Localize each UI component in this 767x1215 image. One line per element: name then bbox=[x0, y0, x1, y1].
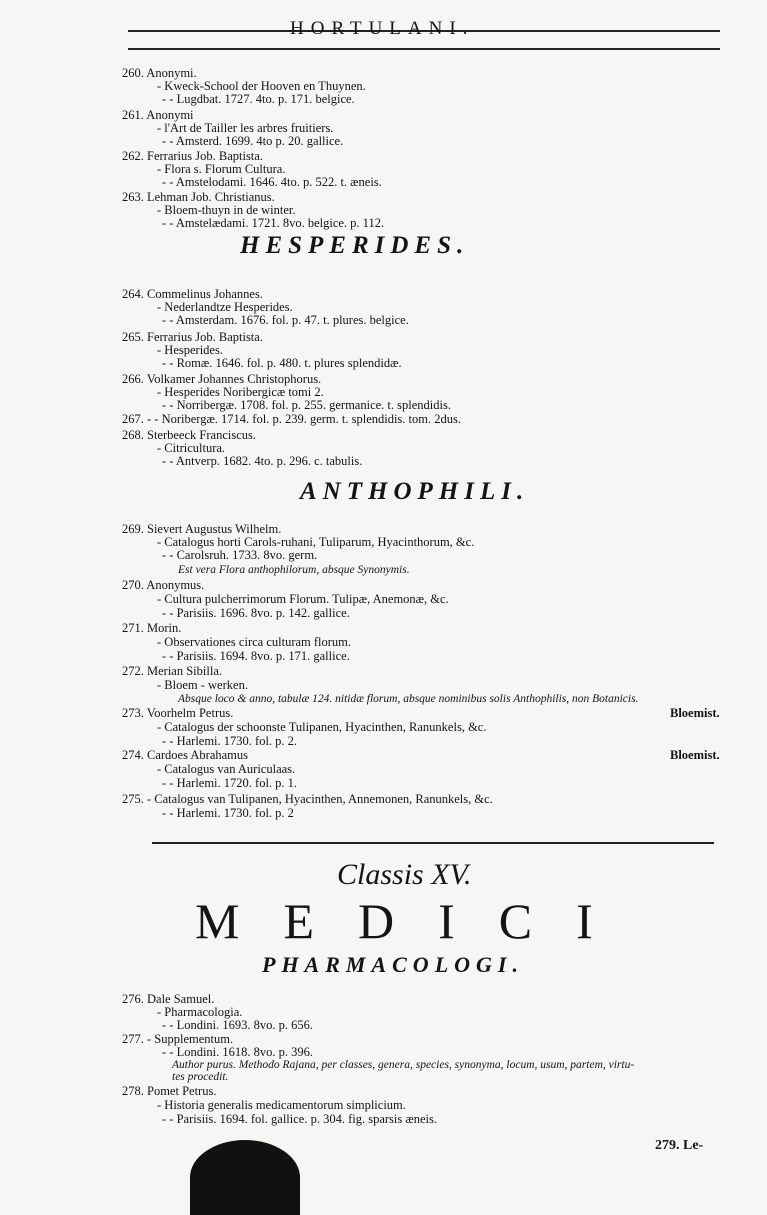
entry-line: 265. Ferrarius Job. Baptista. bbox=[122, 330, 263, 344]
entry-line: - - Romæ. 1646. fol. p. 480. t. plures splendidæ. bbox=[162, 356, 402, 370]
entry-line: 274. Cardoes Abrahamus bbox=[122, 748, 249, 762]
entry-line: 267. - - Noribergæ. 1714. fol. p. 239. germ. t. splendidis. tom. 2dus. bbox=[122, 412, 461, 426]
entry-line: 269. Sievert Augustus Wilhelm. bbox=[122, 522, 282, 536]
entry-line: Est vera Flora anthophilorum, absque Synonymis. bbox=[178, 564, 410, 576]
entry-line: 271. Morin. bbox=[122, 621, 182, 635]
entry-line: - - Harlemi. 1730. fol. p. 2 bbox=[162, 806, 294, 820]
classis-heading: Classis XV. bbox=[337, 858, 472, 891]
entry-line: - - Lugdbat. 1727. 4to. p. 171. belgice. bbox=[162, 92, 355, 106]
entry-line: - Bloem-thuyn in de winter. bbox=[157, 203, 296, 217]
entry-line: - Catalogus der schoonste Tulipanen, Hyacinthen, Ranunkels, &c. bbox=[157, 720, 487, 734]
entry-line: - Catalogus horti Carols-ruhani, Tuliparum, Hyacinthorum, &c. bbox=[157, 535, 475, 549]
section-heading-hesperides: HESPERIDES. bbox=[240, 232, 470, 259]
entry-line: - Observationes circa culturam florum. bbox=[157, 635, 352, 649]
entry-line: 262. Ferrarius Job. Baptista. bbox=[122, 149, 263, 163]
entry-line: - - Amstelodami. 1646. 4to. p. 522. t. æneis. bbox=[162, 175, 382, 189]
entry-line: - - Harlemi. 1730. fol. p. 2. bbox=[162, 734, 298, 748]
entry-line: 278. Pomet Petrus. bbox=[122, 1084, 217, 1098]
entry-line: - Kweck-School der Hooven en Thuynen. bbox=[157, 79, 366, 93]
top-rule-2 bbox=[128, 48, 720, 50]
entry-line: - - Carolsruh. 1733. 8vo. germ. bbox=[162, 548, 318, 562]
entry-line: 273. Voorhelm Petrus. bbox=[122, 706, 234, 720]
entry-line: - - Amsterd. 1699. 4to p. 20. gallice. bbox=[162, 134, 344, 148]
entry-line: - - Amstelædami. 1721. 8vo. belgice. p. 112. bbox=[162, 216, 385, 230]
entry-line: - Flora s. Florum Cultura. bbox=[157, 162, 286, 176]
entry-line: - Nederlandtze Hesperides. bbox=[157, 300, 293, 314]
entry-line: 263. Lehman Job. Christianus. bbox=[122, 190, 275, 204]
running-head: HORTULANI. bbox=[290, 18, 475, 39]
entry-line: - - Parisiis. 1696. 8vo. p. 142. gallice. bbox=[162, 606, 350, 620]
entry-line: - - Parisiis. 1694. 8vo. p. 171. gallice. bbox=[162, 649, 350, 663]
entry-line: 272. Merian Sibilla. bbox=[122, 664, 222, 678]
entry-line: - Bloem - werken. bbox=[157, 678, 248, 692]
entry-line: - Hesperides. bbox=[157, 343, 223, 357]
entry-line: tes procedit. bbox=[172, 1071, 229, 1083]
entry-line: 277. - Supplementum. bbox=[122, 1032, 234, 1046]
medici-heading: MEDICI bbox=[195, 893, 637, 949]
entry-line: - Citricultura. bbox=[157, 441, 226, 455]
entry-line: - - Antverp. 1682. 4to. p. 296. c. tabulis. bbox=[162, 454, 363, 468]
section-heading-anthophili: ANTHOPHILI. bbox=[300, 478, 530, 505]
entry-line: - - Parisiis. 1694. fol. gallice. p. 304. fig. sparsis æneis. bbox=[162, 1112, 437, 1126]
entry-line: - - Amsterdam. 1676. fol. p. 47. t. plures. belgice. bbox=[162, 313, 409, 327]
bloemist-note: Bloemist. bbox=[670, 706, 720, 720]
entry-line: - Catalogus van Auriculaas. bbox=[157, 762, 296, 776]
entry-line: Absque loco & anno, tabulæ 124. nitidæ florum, absque nominibus solis Anthophilis, non Botanicis. bbox=[178, 693, 639, 705]
entry-line: Author purus. Methodo Rajana, per classes, genera, species, synonyma, locum, usum, partem, virtu- bbox=[172, 1059, 635, 1071]
entry-line: - Cultura pulcherrimorum Florum. Tulipæ, Anemonæ, &c. bbox=[157, 592, 449, 606]
entry-line: 266. Volkamer Johannes Christophorus. bbox=[122, 372, 322, 386]
entry-line: - - Harlemi. 1720. fol. p. 1. bbox=[162, 776, 298, 790]
entry-line: - l'Art de Tailler les arbres fruitiers. bbox=[157, 121, 334, 135]
entry-line: 261. Anonymi bbox=[122, 108, 194, 122]
entry-line: 268. Sterbeeck Franciscus. bbox=[122, 428, 256, 442]
entry-line: - - Londini. 1693. 8vo. p. 656. bbox=[162, 1018, 314, 1032]
entry-line: - Hesperides Noribergicæ tomi 2. bbox=[157, 385, 324, 399]
entry-line: - - Londini. 1618. 8vo. p. 396. bbox=[162, 1045, 314, 1059]
catchword: 279. Le- bbox=[655, 1138, 704, 1153]
entry-line: 276. Dale Samuel. bbox=[122, 992, 215, 1006]
entry-line: 275. - Catalogus van Tulipanen, Hyacinthen, Annemonen, Ranunkels, &c. bbox=[122, 792, 493, 806]
entry-line: - Pharmacologia. bbox=[157, 1005, 243, 1019]
entry-line: - - Norribergæ. 1708. fol. p. 255. germanice. t. splendidis. bbox=[162, 398, 451, 412]
bloemist-note: Bloemist. bbox=[670, 748, 720, 762]
pharmacologi-heading: PHARMACOLOGI. bbox=[262, 952, 524, 977]
entry-line: 270. Anonymus. bbox=[122, 578, 205, 592]
entry-line: - Historia generalis medicamentorum simplicium. bbox=[157, 1098, 406, 1112]
entry-line: 264. Commelinus Johannes. bbox=[122, 287, 263, 301]
entry-line: 260. Anonymi. bbox=[122, 66, 197, 80]
thumb-shadow bbox=[190, 1140, 300, 1215]
section-rule bbox=[152, 842, 714, 844]
